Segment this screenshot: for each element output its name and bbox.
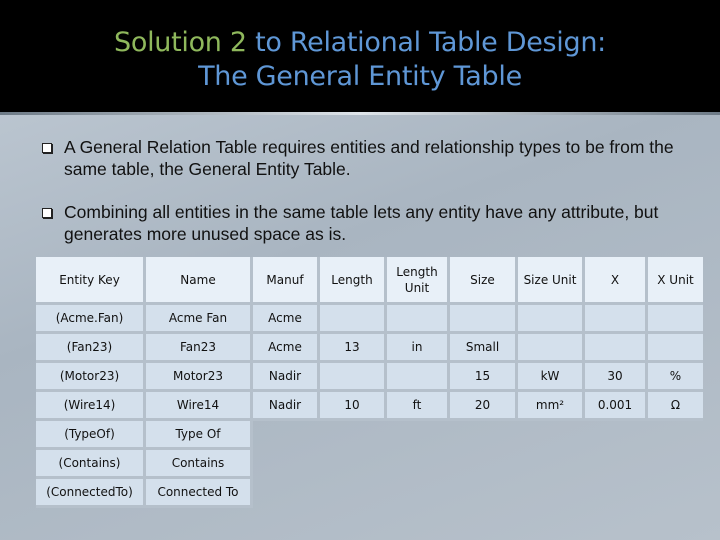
table-cell — [319, 362, 386, 391]
bullet-item — [40, 136, 680, 180]
table-cell: 20 — [449, 391, 517, 420]
table-cell: Nadir — [252, 362, 319, 391]
table-cell — [647, 449, 704, 478]
table-cell — [517, 478, 584, 507]
table-cell — [449, 478, 517, 507]
table-cell: (ConnectedTo) — [36, 478, 145, 507]
table-cell — [386, 362, 449, 391]
table-cell — [647, 304, 704, 333]
column-header: Size Unit — [517, 257, 584, 304]
table-cell — [517, 420, 584, 449]
column-header: Size — [449, 257, 517, 304]
table-header-row — [36, 257, 703, 304]
table-cell: 15 — [449, 362, 517, 391]
table-cell — [252, 449, 319, 478]
title-bar — [0, 0, 720, 112]
bullet-text: Combining all entities in the same table lets any entity have any attribute, but generates more unused space as is. — [64, 202, 659, 244]
bullet-text: A General Relation Table requires entities and relationship types to be from the same table, the General Entity Table. — [64, 137, 674, 179]
column-header: Name — [145, 257, 252, 304]
column-header: Length Unit — [386, 257, 449, 304]
table-cell: Ω — [647, 391, 704, 420]
table-cell — [449, 304, 517, 333]
general-entity-table — [36, 257, 703, 508]
table-cell — [319, 304, 386, 333]
table-cell — [647, 478, 704, 507]
table-cell: kW — [517, 362, 584, 391]
column-header: Entity Key — [36, 257, 145, 304]
table-row — [36, 333, 703, 362]
table-cell: Small — [449, 333, 517, 362]
table-cell: Type Of — [145, 420, 252, 449]
table-cell: Motor23 — [145, 362, 252, 391]
table-cell: 10 — [319, 391, 386, 420]
table-cell: (Wire14) — [36, 391, 145, 420]
table-cell — [319, 449, 386, 478]
table-cell: Fan23 — [145, 333, 252, 362]
slide-title-line-1 — [0, 0, 720, 60]
table-cell — [319, 478, 386, 507]
table-cell: 13 — [319, 333, 386, 362]
column-header: Length — [319, 257, 386, 304]
table-cell — [386, 478, 449, 507]
table-cell: Nadir — [252, 391, 319, 420]
table-cell — [449, 449, 517, 478]
table-cell: ft — [386, 391, 449, 420]
title-part-1: Solution 2 — [114, 27, 247, 58]
title-part-2: to Relational Table Design: — [255, 27, 606, 58]
table-cell: (Acme.Fan) — [36, 304, 145, 333]
table-cell: Contains — [145, 449, 252, 478]
table-row — [36, 420, 703, 449]
table-cell — [517, 304, 584, 333]
column-header: X — [584, 257, 647, 304]
table-cell — [449, 420, 517, 449]
table-cell: Acme — [252, 304, 319, 333]
table-cell: (Motor23) — [36, 362, 145, 391]
table-cell — [386, 420, 449, 449]
table-cell — [647, 420, 704, 449]
table-cell — [584, 449, 647, 478]
bullet-list — [40, 136, 680, 245]
table-cell: 0.001 — [584, 391, 647, 420]
table-body — [36, 304, 703, 507]
table-row — [36, 391, 703, 420]
table-row — [36, 478, 703, 507]
slide-title-line-2: The General Entity Table — [198, 61, 522, 92]
table-row — [36, 362, 703, 391]
table-cell — [252, 420, 319, 449]
table-cell: (Fan23) — [36, 333, 145, 362]
table-cell: Acme — [252, 333, 319, 362]
table-row — [36, 304, 703, 333]
table-cell: Acme Fan — [145, 304, 252, 333]
table-cell — [584, 478, 647, 507]
table-cell — [319, 420, 386, 449]
table-cell — [647, 333, 704, 362]
table-cell — [386, 304, 449, 333]
table-cell: mm² — [517, 391, 584, 420]
table-cell: % — [647, 362, 704, 391]
table-cell: Connected To — [145, 478, 252, 507]
table-cell — [584, 333, 647, 362]
table-cell: in — [386, 333, 449, 362]
table-cell: (Contains) — [36, 449, 145, 478]
table-cell: (TypeOf) — [36, 420, 145, 449]
table-cell — [584, 304, 647, 333]
table-cell — [517, 449, 584, 478]
table-cell — [517, 333, 584, 362]
checkbox-bullet-icon — [42, 208, 52, 218]
table-cell — [386, 449, 449, 478]
column-header: X Unit — [647, 257, 704, 304]
bullet-item — [40, 201, 680, 245]
checkbox-bullet-icon — [42, 143, 52, 153]
column-header: Manuf — [252, 257, 319, 304]
table-cell — [584, 420, 647, 449]
table-cell: Wire14 — [145, 391, 252, 420]
table-cell — [252, 478, 319, 507]
table-cell: 30 — [584, 362, 647, 391]
table-row — [36, 449, 703, 478]
title-divider — [0, 112, 720, 115]
